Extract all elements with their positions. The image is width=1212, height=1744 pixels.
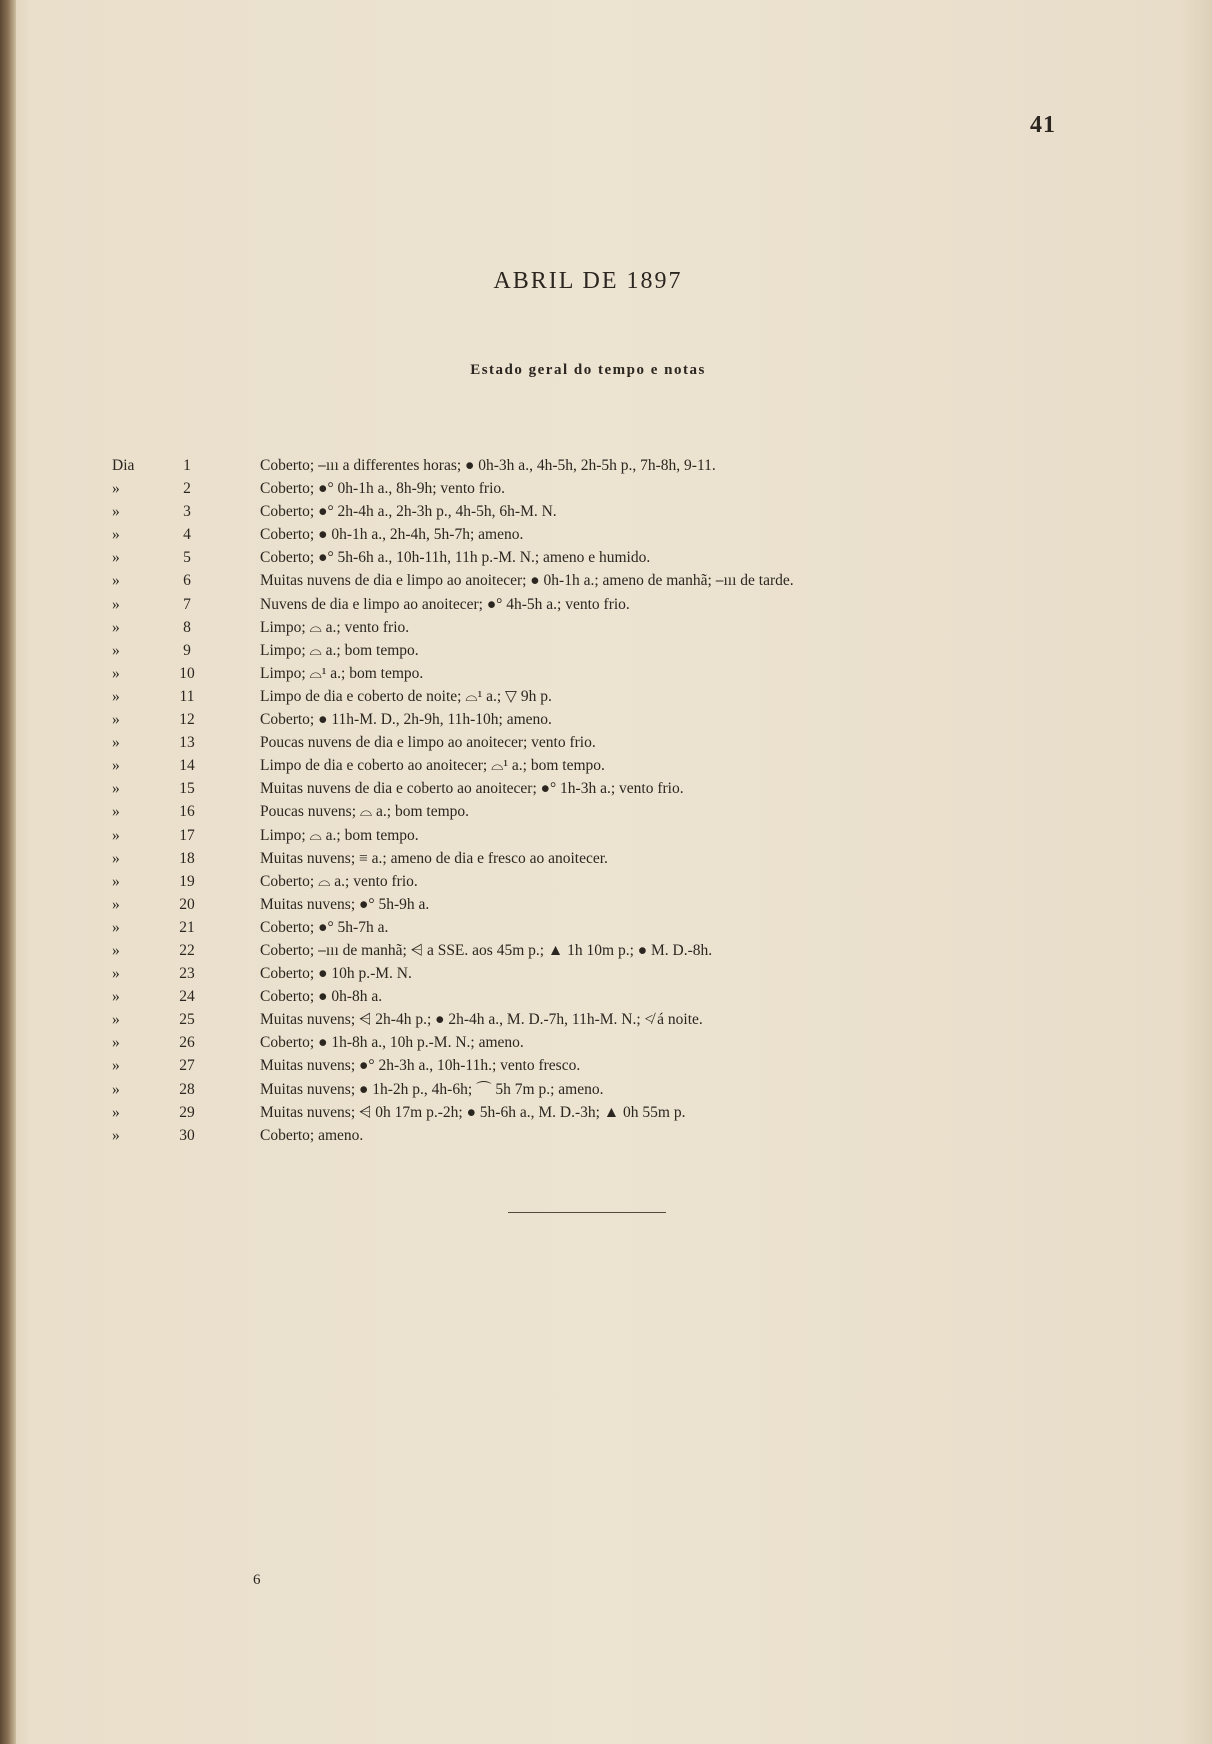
day-number: 3 [183, 503, 191, 521]
day-note: Limpo; ⌓¹ a.; bom tempo. [260, 664, 424, 682]
day-note: Coberto; ●° 5h-7h a. [260, 918, 389, 936]
day-note: Poucas nuvens; ⌓ a.; bom tempo. [260, 803, 470, 821]
day-number: 20 [179, 895, 195, 913]
day-prefix: » [112, 1080, 120, 1098]
day-prefix: » [112, 734, 120, 752]
list-item [112, 569, 1112, 592]
day-prefix: » [112, 1057, 120, 1075]
day-note: Coberto; ● 10h p.-M. N. [260, 965, 412, 983]
day-number: 28 [179, 1080, 195, 1098]
day-note: Coberto; ●° 2h-4h a., 2h-3h p., 4h-5h, 6h-M. N. [260, 503, 557, 521]
list-item [112, 546, 1112, 569]
day-number: 9 [183, 641, 191, 659]
day-note: Muitas nuvens; ●° 5h-9h a. [260, 895, 430, 913]
list-item [112, 1008, 1112, 1031]
day-prefix: » [112, 1126, 120, 1144]
day-number: 11 [179, 687, 195, 705]
day-number: 30 [179, 1126, 195, 1144]
list-item [112, 731, 1112, 754]
day-number: 21 [179, 918, 195, 936]
day-number: 27 [179, 1057, 195, 1075]
list-item [112, 616, 1112, 639]
day-note: Coberto; ● 11h-M. D., 2h-9h, 11h-10h; ameno. [260, 711, 552, 729]
day-prefix: » [112, 941, 120, 959]
day-prefix: » [112, 711, 120, 729]
day-prefix: » [112, 572, 120, 590]
day-number: 24 [179, 988, 195, 1006]
day-prefix: » [112, 872, 120, 890]
day-prefix: » [112, 1034, 120, 1052]
day-note: Coberto; ⎯ııı a differentes horas; ● 0h-3h a., 4h-5h, 2h-5h p., 7h-8h, 9-11. [260, 457, 716, 474]
day-note: Muitas nuvens; ⩤ 2h-4h p.; ● 2h-4h a., M. D.-7h, 11h-M. N.; ≮ á noite. [260, 1011, 703, 1029]
list-item [112, 593, 1112, 616]
list-item [112, 639, 1112, 662]
day-prefix: » [112, 918, 120, 936]
day-prefix: » [112, 965, 120, 983]
day-note: Muitas nuvens; ● 1h-2h p., 4h-6h; ⌒ 5h 7m p.; ameno. [260, 1080, 604, 1098]
day-number: 29 [179, 1103, 195, 1121]
day-prefix: » [112, 780, 120, 798]
day-prefix: Dia [112, 457, 135, 474]
day-prefix: » [112, 757, 120, 775]
day-number: 4 [183, 526, 191, 544]
day-note: Muitas nuvens; ≡ a.; ameno de dia e fresco ao anoitecer. [260, 849, 608, 867]
day-note: Limpo; ⌓ a.; bom tempo. [260, 826, 419, 844]
day-number: 12 [179, 711, 195, 729]
page-number: 41 [1030, 112, 1056, 138]
day-number: 22 [179, 941, 195, 959]
day-prefix: » [112, 687, 120, 705]
day-note: Poucas nuvens de dia e limpo ao anoitecer; vento frio. [260, 734, 596, 752]
list-item [112, 847, 1112, 870]
list-item [112, 870, 1112, 893]
list-item [112, 1124, 1112, 1147]
list-item [112, 962, 1112, 985]
day-note: Nuvens de dia e limpo ao anoitecer; ●° 4h-5h a.; vento frio. [260, 595, 630, 613]
day-prefix: » [112, 1103, 120, 1121]
day-number: 25 [179, 1011, 195, 1029]
day-prefix: » [112, 641, 120, 659]
list-item [112, 1101, 1112, 1124]
list-item [112, 523, 1112, 546]
day-note: Muitas nuvens; ●° 2h-3h a., 10h-11h.; vento fresco. [260, 1057, 581, 1075]
list-item [112, 500, 1112, 523]
day-note: Limpo; ⌓ a.; bom tempo. [260, 641, 419, 659]
list-item [112, 1078, 1112, 1101]
list-item [112, 800, 1112, 823]
day-prefix: » [112, 849, 120, 867]
day-prefix: » [112, 803, 120, 821]
list-item [112, 754, 1112, 777]
day-prefix: » [112, 988, 120, 1006]
list-item [112, 939, 1112, 962]
book-spine [0, 0, 16, 1744]
day-note: Muitas nuvens de dia e coberto ao anoitecer; ●° 1h-3h a.; vento frio. [260, 780, 684, 798]
list-item [112, 893, 1112, 916]
weather-notes-list [112, 454, 1112, 1147]
day-note: Coberto; ● 0h-8h a. [260, 988, 383, 1006]
day-number: 2 [183, 480, 191, 498]
list-item [112, 708, 1112, 731]
day-prefix: » [112, 664, 120, 682]
day-prefix: » [112, 503, 120, 521]
day-number: 15 [179, 780, 195, 798]
signature-mark: 6 [253, 1572, 261, 1588]
day-prefix: » [112, 1011, 120, 1029]
day-note: Coberto; ●° 0h-1h a., 8h-9h; vento frio. [260, 480, 506, 498]
day-note: Muitas nuvens de dia e limpo ao anoitecer; ● 0h-1h a.; ameno de manhã; ⎯ııı de tarde. [260, 572, 794, 590]
page-subtitle: Estado geral do tempo e notas [470, 362, 706, 378]
list-item [112, 1054, 1112, 1077]
day-note: Coberto; ●° 5h-6h a., 10h-11h, 11h p.-M. N.; ameno e humido. [260, 549, 651, 567]
day-number: 17 [179, 826, 195, 844]
day-number: 18 [179, 849, 195, 867]
day-prefix: » [112, 895, 120, 913]
day-prefix: » [112, 595, 120, 613]
day-number: 19 [179, 872, 195, 890]
day-number: 8 [183, 618, 191, 636]
day-number: 14 [179, 757, 195, 775]
day-number: 10 [179, 664, 195, 682]
day-note: Coberto; ⎯ııı de manhã; ⩤ a SSE. aos 45m p.; ▲ 1h 10m p.; ● M. D.-8h. [260, 941, 713, 959]
day-number: 5 [183, 549, 191, 567]
day-number: 26 [179, 1034, 195, 1052]
day-number: 7 [183, 595, 191, 613]
day-prefix: » [112, 549, 120, 567]
list-item [112, 916, 1112, 939]
day-number: 13 [179, 734, 195, 752]
day-note: Limpo; ⌓ a.; vento frio. [260, 618, 410, 636]
list-item [112, 824, 1112, 847]
list-item [112, 477, 1112, 500]
list-item [112, 985, 1112, 1008]
day-number: 1 [183, 457, 191, 474]
closing-rule [508, 1212, 666, 1213]
day-note: Muitas nuvens; ⩤ 0h 17m p.-2h; ● 5h-6h a., M. D.-3h; ▲ 0h 55m p. [260, 1103, 686, 1121]
list-item [112, 685, 1112, 708]
list-item [112, 454, 1112, 477]
day-note: Coberto; ● 1h-8h a., 10h p.-M. N.; ameno. [260, 1034, 524, 1052]
day-prefix: » [112, 826, 120, 844]
day-prefix: » [112, 618, 120, 636]
day-note: Coberto; ⌓ a.; vento frio. [260, 872, 418, 890]
day-note: Limpo de dia e coberto de noite; ⌓¹ a.; ▽ 9h p. [260, 687, 552, 705]
page-title: ABRIL DE 1897 [493, 268, 683, 294]
day-number: 6 [183, 572, 191, 590]
list-item [112, 662, 1112, 685]
day-number: 23 [179, 965, 195, 983]
day-note: Coberto; ameno. [260, 1126, 364, 1144]
day-number: 16 [179, 803, 195, 821]
day-prefix: » [112, 526, 120, 544]
day-note: Limpo de dia e coberto ao anoitecer; ⌓¹ a.; bom tempo. [260, 757, 605, 775]
list-item [112, 777, 1112, 800]
list-item [112, 1031, 1112, 1054]
day-prefix: » [112, 480, 120, 498]
day-note: Coberto; ● 0h-1h a., 2h-4h, 5h-7h; ameno. [260, 526, 524, 544]
